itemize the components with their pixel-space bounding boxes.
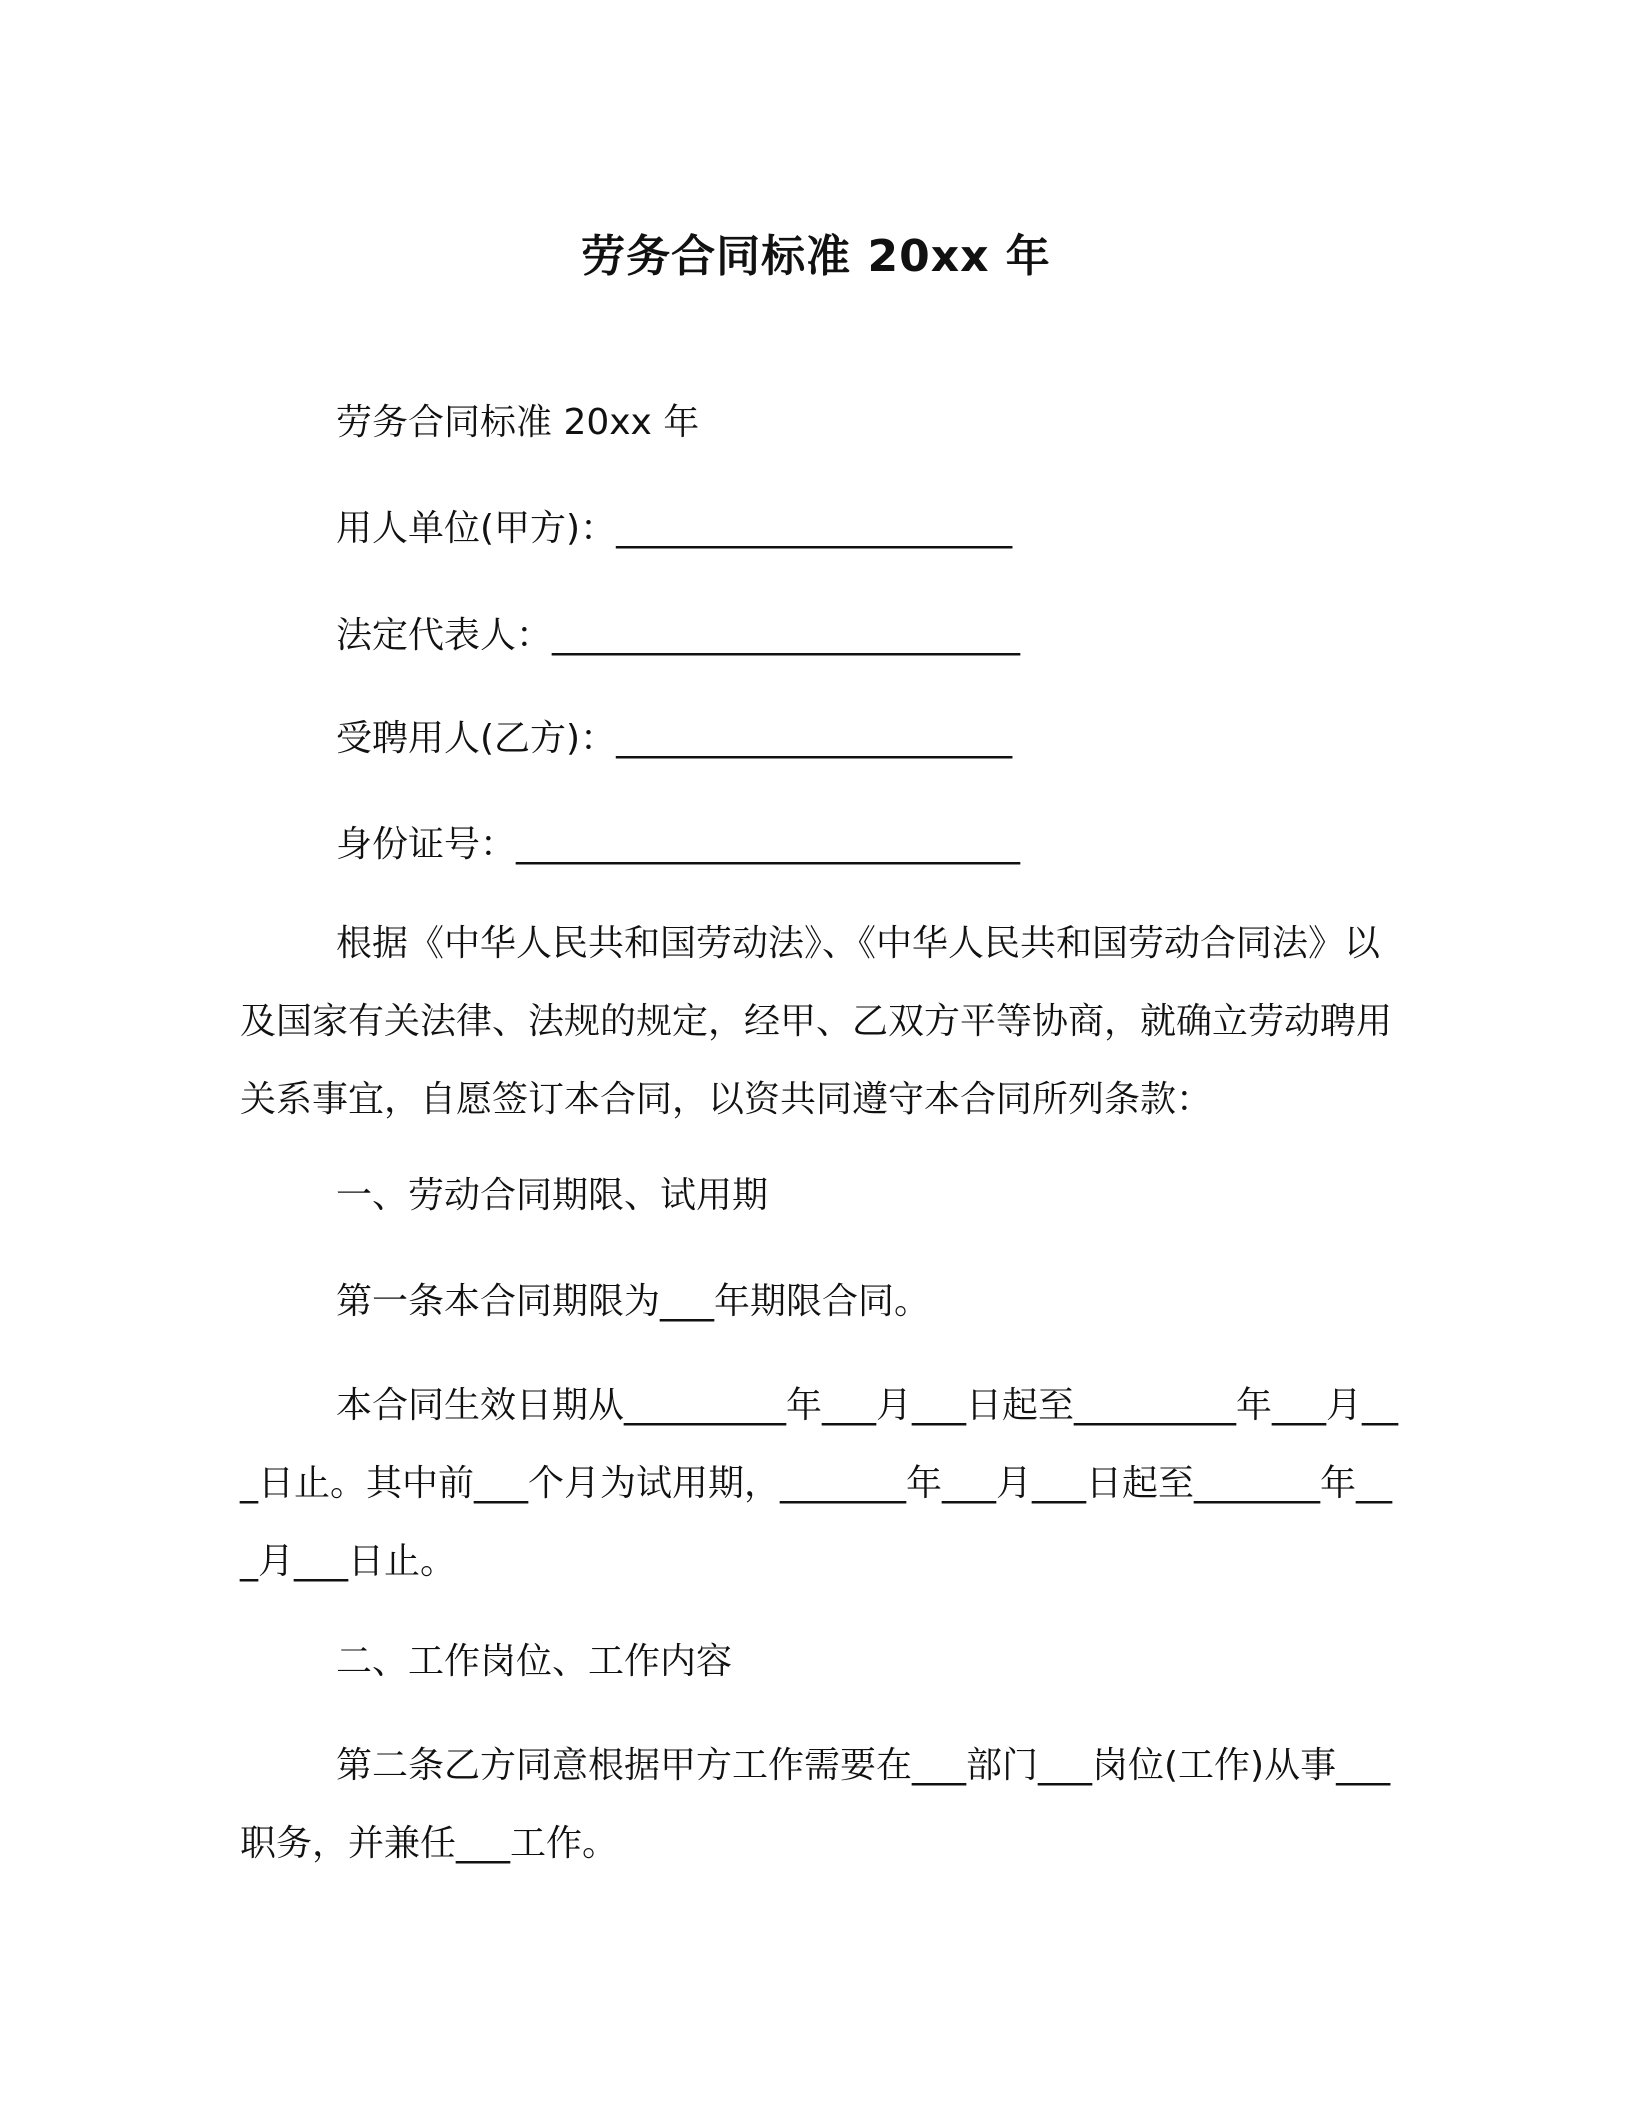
employee-field-line: 受聘用人(乙方)：______________________ <box>336 718 1013 759</box>
article-1-paragraph: 第一条本合同期限为___年期限合同。 <box>336 1281 931 1322</box>
effective-dates-paragraph: 本合同生效日期从_________年___月___日起至_________年___月___日止。其中前___个月为试用期，_______年___月___日起至_______年___月___日止。 <box>240 1385 1399 1582</box>
article-2-paragraph: 第二条乙方同意根据甲方工作需要在___部门___岗位(工作)从事___职务，并兼任___工作。 <box>240 1745 1391 1864</box>
legal-representative-field-line: 法定代表人：__________________________ <box>336 615 1021 656</box>
document-title: 劳务合同标准 20xx 年 <box>581 231 1051 282</box>
employer-field-line: 用人单位(甲方)：______________________ <box>336 508 1013 549</box>
document-subtitle: 劳务合同标准 20xx 年 <box>336 402 700 443</box>
id-number-field-line: 身份证号：____________________________ <box>336 824 1021 865</box>
section-2-heading: 二、工作岗位、工作内容 <box>336 1641 733 1682</box>
preamble-paragraph: 根据《中华人民共和国劳动法》、《中华人民共和国劳动合同法》以及国家有关法律、法规的规定，经甲、乙双方平等协商，就确立劳动聘用关系事宜，自愿签订本合同，以资共同遵守本合同所列条款： <box>240 923 1393 1120</box>
section-1-heading: 一、劳动合同期限、试用期 <box>336 1175 769 1216</box>
